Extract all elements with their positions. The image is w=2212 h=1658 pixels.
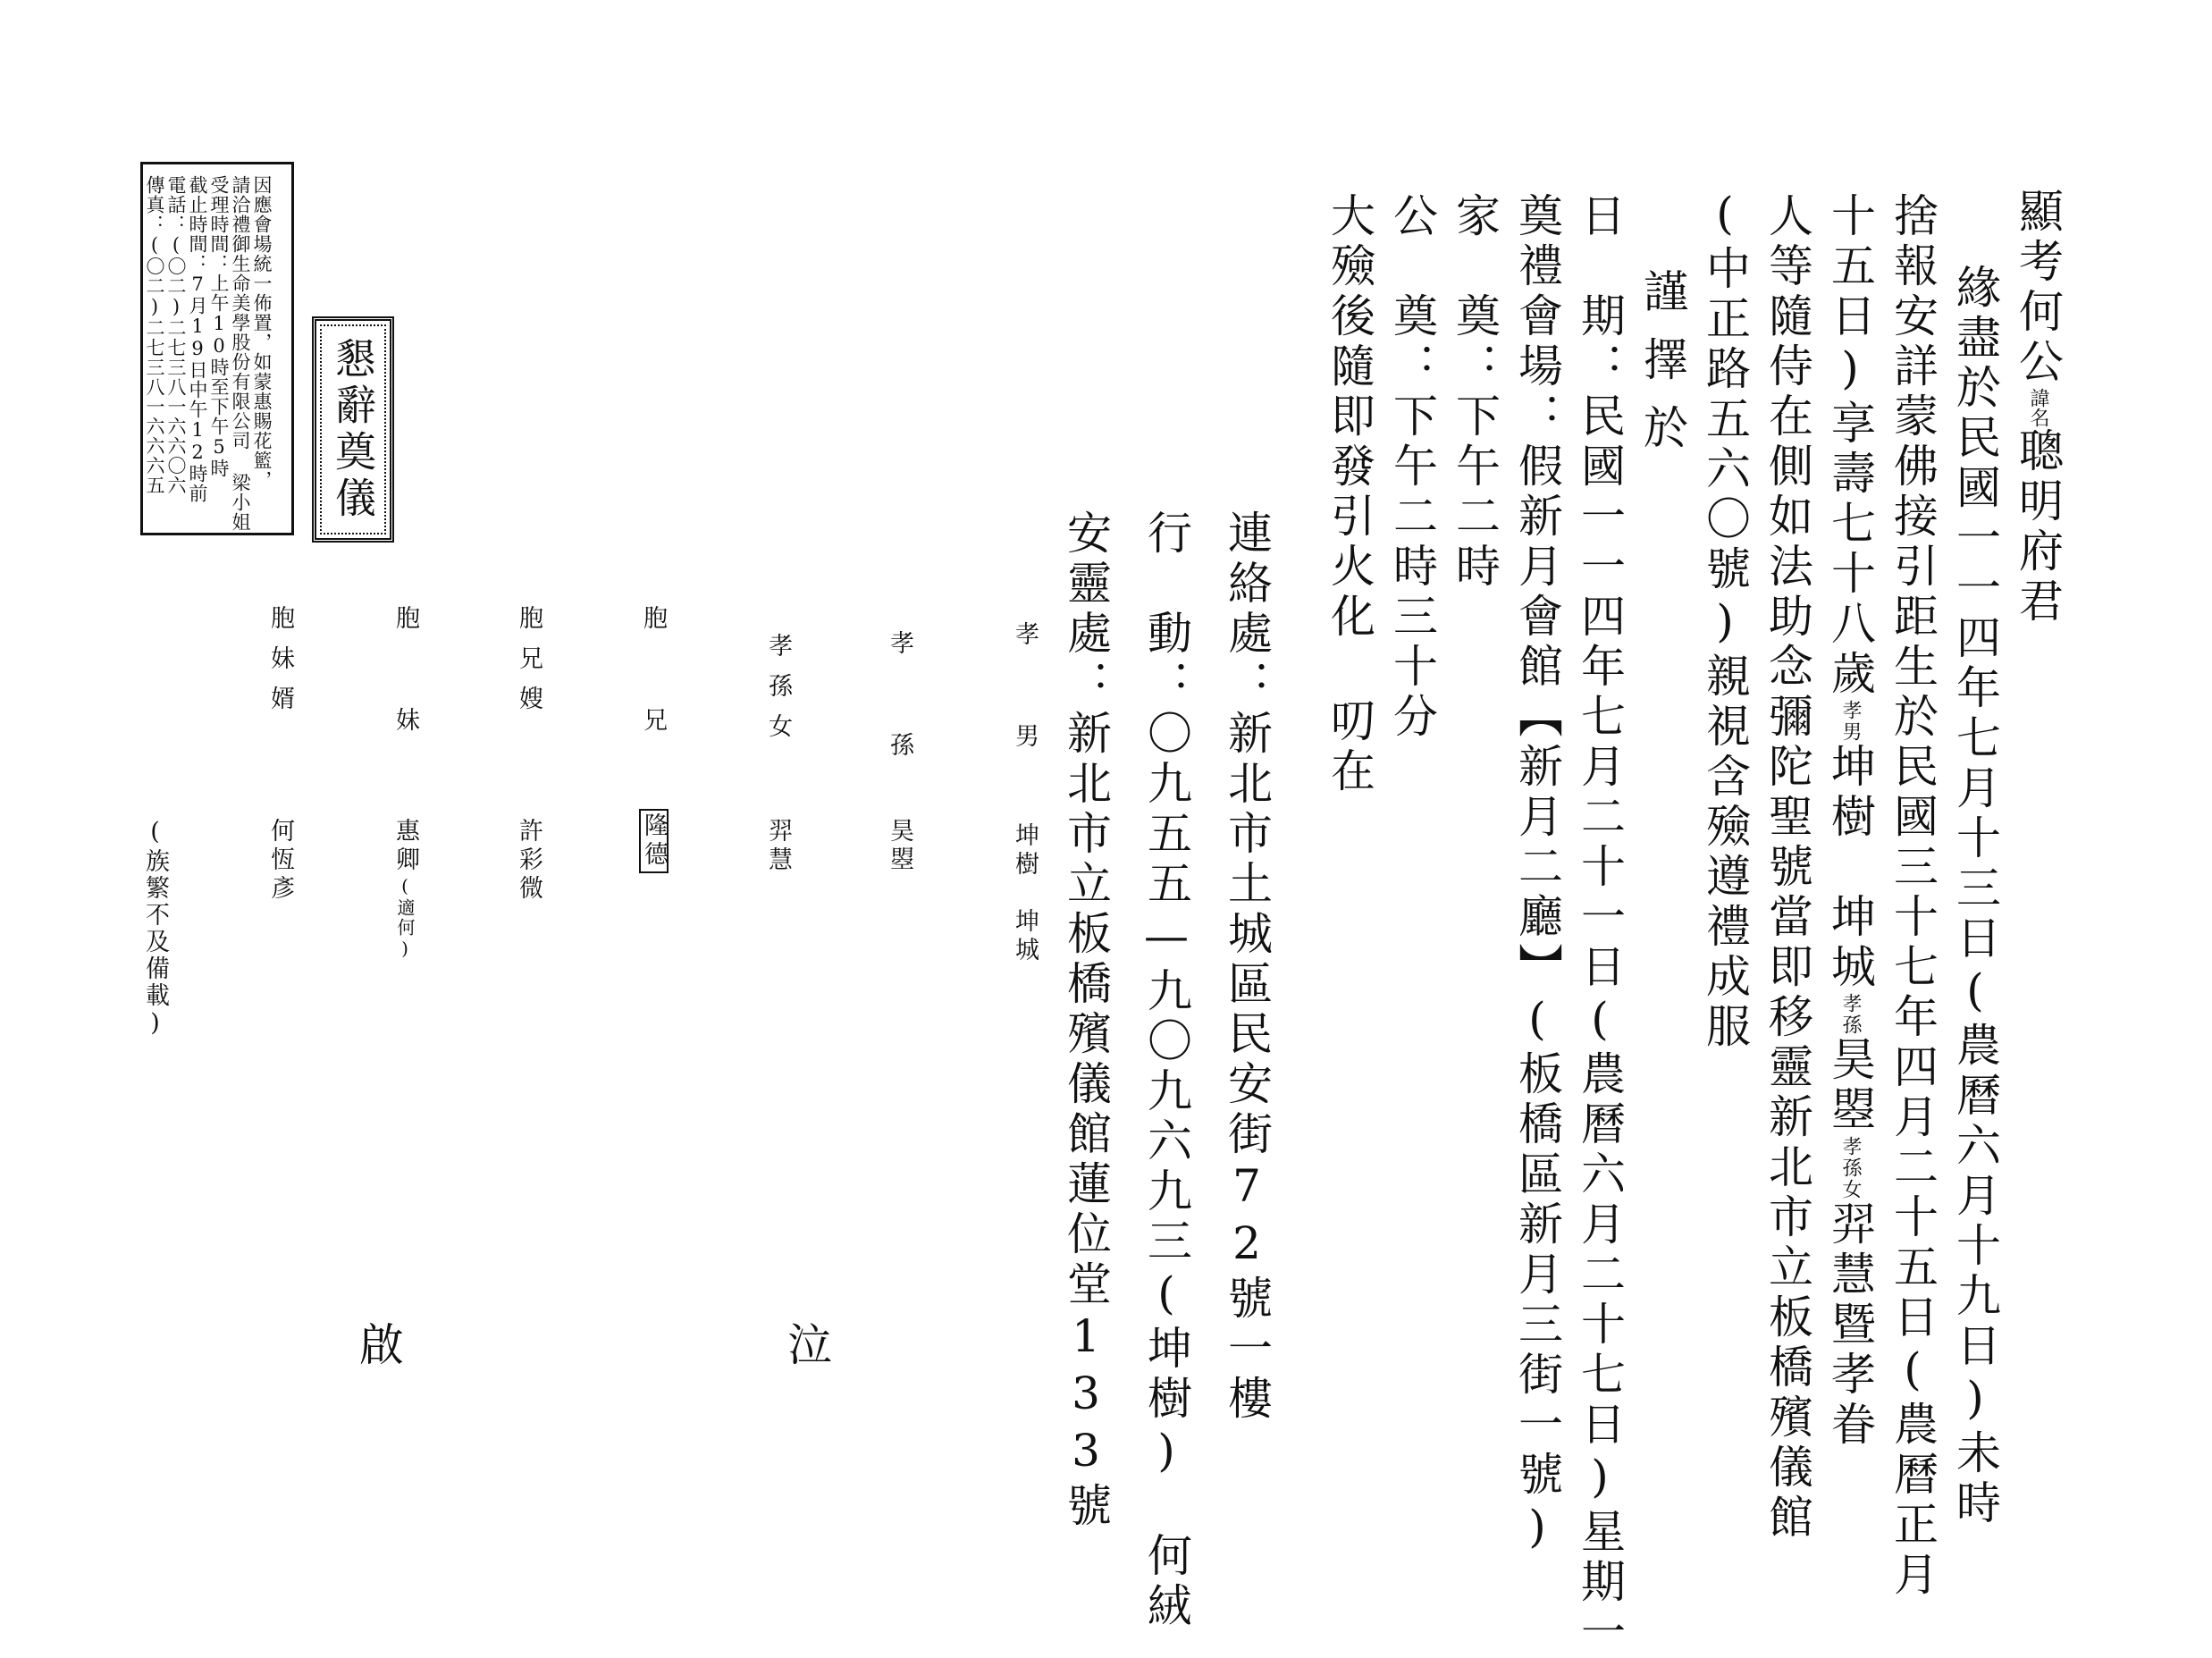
sister-note: (適何) [394,875,416,961]
contact-address: 連絡處：新北市土城區民安街72號一樓 [1221,509,1273,1425]
contact-mobile: 行 動：〇九五五—九〇九六九三(坤樹) 何絨 [1140,509,1192,1632]
son-label: 孝 男 [1011,621,1039,774]
obituary-line-2: 緣盡於民國一一四年七月十三日(農曆六月十九日)未時 [1949,264,2001,1529]
public-rite-time: 公 奠：下午二時三十分 [1386,192,1438,743]
granddaughter-label: 孝孫女 [764,633,792,753]
deceased-name: 聰明府君 [2012,427,2064,627]
notify-phrase: 叨在 [1324,697,1375,797]
obituary-line-7: 謹擇於 [1636,268,1688,472]
granddaughter-name: 羿慧 [764,818,792,875]
flower-notice-line-4: 截止時間：7月19日中午12時前 [187,175,208,503]
sister-in-law-label: 胞兄嫂 [515,605,542,726]
obituary-line-5: 人等隨侍在側如法助念彌陀聖號當即移靈新北市立板橋殯儀館 [1762,192,1813,1544]
son-names: 坤樹 坤城 [1011,822,1039,965]
grandson-label-small: 孝孫 [1839,993,1862,1036]
flower-notice-box [140,162,294,535]
brother-label: 胞 兄 [639,605,667,758]
funeral-date: 日 期：民國一一四年七月二十一日(農曆六月二十七日)星期一 [1574,192,1626,1658]
decline-gifts-frame [312,316,394,543]
granddaughter-label-small: 孝孫女 [1839,1136,1862,1200]
flower-notice-line-6: 傳真：(〇二)二七三八一六六六五 [144,175,165,495]
clan-note: (族繁不及備載) [141,818,169,1039]
cremation-note: 大殮後隨即發引火化 [1324,192,1375,643]
grandson-label: 孝 孫 [886,630,913,783]
deceased-title: 顯考何公 [2012,188,2064,388]
flower-notice-line-2: 請洽禮御生命美學股份有限公司 梁小姐 [230,175,251,532]
brother-in-law-name: 何恆彥 [266,818,294,904]
obituary-line-6: (中正路五六〇號)親視含殮遵禮成服 [1699,188,1751,1053]
sister-label: 胞 妹 [391,605,419,758]
flower-notice-line-1: 因應會場統一佈置，如蒙惠賜花籃， [251,175,273,490]
obituary-line-4: 十五日)享壽七十八歲孝男坤樹 坤城孝孫昊曌孝孫女羿慧暨孝眷 [1824,192,1876,1451]
funeral-venue: 奠禮會場：假新月會館【新月二廳】(板橋區新月三街一號) [1511,192,1563,1558]
name-note: 諱名 [2027,388,2049,427]
grandson-name: 昊曌 [886,818,913,875]
son-label-small: 孝男 [1839,700,1862,743]
weep-mark: 泣 [780,1321,832,1371]
sister-in-law-name: 許彩微 [515,818,542,904]
altar-location: 安靈處：新北市立板橋殯儀館蓮位堂133號 [1060,509,1112,1532]
flower-notice-line-3: 受理時間：上午10時至下午5時 [208,175,230,478]
sister-name: 惠卿(適何) [391,818,419,961]
obituary-title-line [2012,188,2064,627]
brother-in-law-label: 胞妹婿 [266,605,294,726]
brother-name-box: 隆德 [639,809,669,873]
family-rite-time: 家 奠：下午二時 [1449,192,1501,593]
obituary-line-3: 捨報安詳蒙佛接引距生於民國三十七年四月二十五日(農曆正月 [1887,192,1939,1601]
brother-name [639,809,669,873]
flower-notice-line-5: 電話：(〇二)二七三八一六六〇六 [165,175,187,495]
decline-gifts-text: 懇辭奠儀 [329,337,377,523]
announce-mark: 啟 [352,1321,404,1371]
